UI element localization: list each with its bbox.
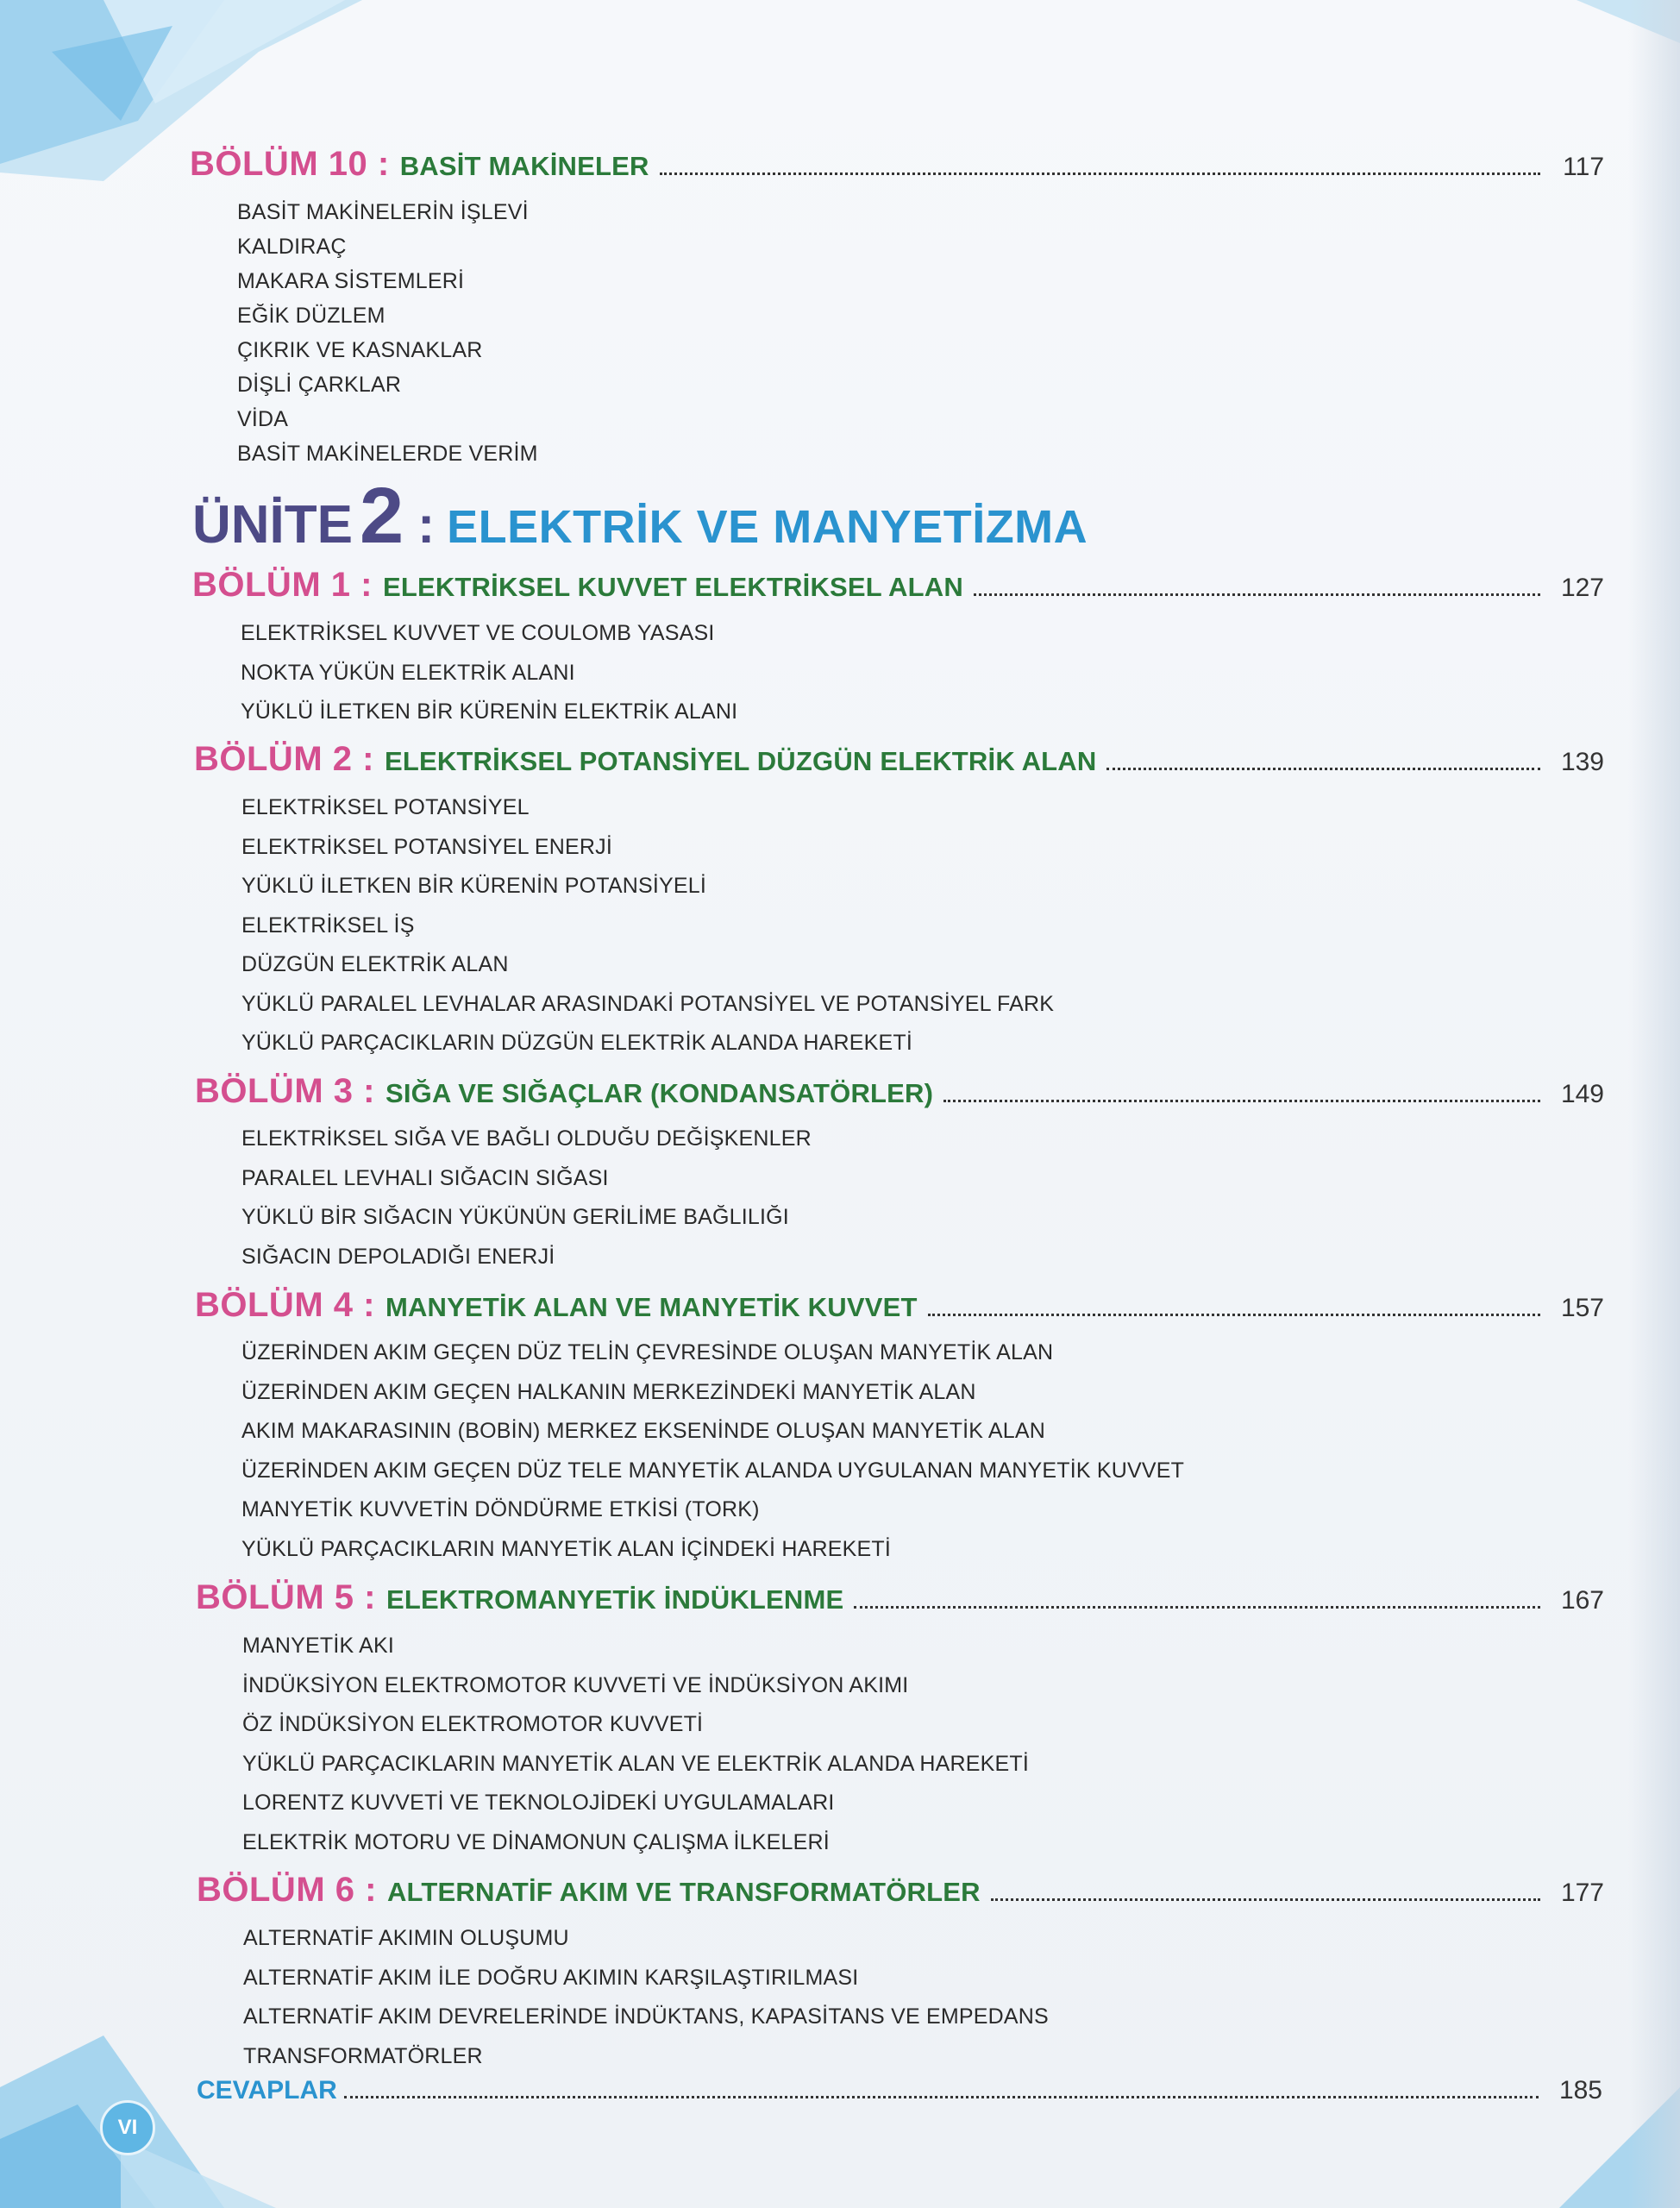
topic-item: YÜKLÜ PARÇACIKLARIN MANYETİK ALAN İÇİNDEKİ HAREKETİ — [241, 1536, 891, 1561]
section-label: BÖLÜM 6 : — [197, 1871, 377, 1909]
topic-item: NOKTA YÜKÜN ELEKTRİK ALANI — [241, 660, 575, 685]
leader-dots — [854, 1605, 1540, 1609]
topic-item: İNDÜKSİYON ELEKTROMOTOR KUVVETİ VE İNDÜKSİYON AKIMI — [242, 1672, 909, 1697]
page-number[interactable]: 177 — [1560, 1879, 1604, 1907]
topic-item: BASİT MAKİNELERDE VERİM — [237, 442, 538, 466]
topic-item: ÇIKRIK VE KASNAKLAR — [237, 338, 483, 362]
topic-list — [237, 195, 538, 471]
topic-item: PARALEL LEVHALI SIĞACIN SIĞASI — [241, 1165, 609, 1190]
topic-item: YÜKLÜ BİR SIĞACIN YÜKÜNÜN GERİLİME BAĞLILIĞI — [241, 1205, 789, 1229]
topic-item: LORENTZ KUVVETİ VE TEKNOLOJİDEKİ UYGULAMALARI — [242, 1791, 835, 1815]
section-title: ALTERNATİF AKIM VE TRANSFORMATÖRLER — [386, 1877, 981, 1907]
topic-list — [242, 1627, 1029, 1862]
topic-item: SIĞACIN DEPOLADIĞI ENERJİ — [241, 1244, 555, 1269]
section-label: BÖLÜM 3 : — [195, 1072, 375, 1110]
topic-list — [241, 1333, 1184, 1569]
page-number[interactable]: 127 — [1560, 574, 1604, 602]
topic-item: YÜKLÜ PARÇACIKLARIN MANYETİK ALAN VE ELEKTRİK ALANDA HAREKETİ — [242, 1751, 1030, 1776]
page-number[interactable]: 139 — [1560, 748, 1604, 776]
unit-title: ELEKTRİK VE MANYETİZMA — [447, 501, 1088, 553]
section-heading — [197, 1871, 1604, 1910]
leader-dots — [974, 593, 1540, 596]
topic-item: ÖZ İNDÜKSİYON ELEKTROMOTOR KUVVETİ — [242, 1712, 704, 1736]
topic-item: DÜZGÜN ELEKTRİK ALAN — [241, 952, 509, 976]
topic-item: ALTERNATİF AKIM İLE DOĞRU AKIMIN KARŞILAŞTIRILMASI — [243, 1965, 859, 1990]
answers-label: CEVAPLAR — [197, 2076, 337, 2104]
unit-number: 2 — [360, 472, 404, 560]
section-label: BÖLÜM 1 : — [192, 566, 373, 604]
topic-list — [241, 788, 1054, 1063]
section-title: ELEKTROMANYETİK İNDÜKLENME — [386, 1584, 844, 1615]
topic-item: ALTERNATİF AKIM DEVRELERİNDE İNDÜKTANS, KAPASİTANS VE EMPEDANS — [243, 2004, 1049, 2029]
topic-item: ÜZERİNDEN AKIM GEÇEN HALKANIN MERKEZİNDEKİ MANYETİK ALAN — [241, 1379, 976, 1404]
topic-item: ÜZERİNDEN AKIM GEÇEN DÜZ TELE MANYETİK ALANDA UYGULANAN MANYETİK KUVVET — [241, 1458, 1185, 1483]
topic-item: YÜKLÜ PARÇACIKLARIN DÜZGÜN ELEKTRİK ALANDA HAREKETİ — [241, 1031, 912, 1055]
page-number[interactable]: 157 — [1560, 1294, 1604, 1322]
section-heading — [196, 1578, 1604, 1617]
topic-item: ALTERNATİF AKIMIN OLUŞUMU — [243, 1926, 569, 1950]
topic-item: YÜKLÜ İLETKEN BİR KÜRENİN ELEKTRİK ALANI — [241, 699, 738, 724]
section-heading — [190, 145, 1604, 184]
page-number[interactable]: 149 — [1560, 1080, 1604, 1108]
topic-item: AKIM MAKARASININ (BOBİN) MERKEZ EKSENİNDE OLUŞAN MANYETİK ALAN — [241, 1419, 1046, 1443]
topic-item: MANYETİK AKI — [242, 1634, 395, 1658]
topic-item: ÜZERİNDEN AKIM GEÇEN DÜZ TELİN ÇEVRESİNDE OLUŞAN MANYETİK ALAN — [241, 1340, 1054, 1364]
topic-item: ELEKTRİKSEL SIĞA VE BAĞLI OLDUĞU DEĞİŞKENLER — [241, 1126, 812, 1151]
page-number-badge: VI — [100, 2100, 155, 2155]
topic-item: ELEKTRİKSEL POTANSİYEL — [241, 795, 530, 819]
topic-item: DİŞLİ ÇARKLAR — [237, 373, 402, 397]
topic-item: ELEKTRİKSEL POTANSİYEL ENERJİ — [241, 834, 613, 859]
topic-list — [241, 1120, 812, 1276]
page-number[interactable]: 167 — [1560, 1586, 1604, 1615]
topic-item: VİDA — [237, 407, 289, 431]
leader-dots — [344, 2095, 1539, 2098]
topic-item: YÜKLÜ PARALEL LEVHALAR ARASINDAKİ POTANSİYEL VE POTANSİYEL FARK — [241, 991, 1055, 1016]
section-label: BÖLÜM 2 : — [194, 740, 374, 778]
section-heading — [192, 566, 1604, 605]
unit-heading — [192, 471, 1088, 561]
topic-item: KALDIRAÇ — [237, 235, 347, 259]
leader-dots — [991, 1898, 1540, 1901]
leader-dots — [1106, 767, 1540, 770]
topic-item: ELEKTRİKSEL KUVVET VE COULOMB YASASI — [241, 621, 715, 645]
topic-item: EĞİK DÜZLEM — [237, 304, 386, 328]
section-title: SIĞA VE SIĞAÇLAR (KONDANSATÖRLER) — [385, 1078, 934, 1108]
unit-colon: : — [417, 496, 436, 554]
topic-item: ELEKTRİK MOTORU VE DİNAMONUN ÇALIŞMA İLKELERİ — [242, 1829, 830, 1854]
topic-item: MANYETİK KUVVETİN DÖNDÜRME ETKİSİ (TORK) — [241, 1497, 760, 1521]
page-number[interactable]: 117 — [1563, 153, 1604, 181]
section-label: BÖLÜM 4 : — [195, 1286, 375, 1324]
section-title: BASİT MAKİNELER — [399, 151, 649, 181]
section-heading — [195, 1286, 1604, 1325]
section-title: ELEKTRİKSEL KUVVET ELEKTRİKSEL ALAN — [382, 572, 963, 602]
topic-item: BASİT MAKİNELERİN İŞLEVİ — [237, 200, 529, 224]
topic-list — [241, 614, 737, 732]
answers-entry — [197, 2076, 1602, 2105]
section-title: MANYETİK ALAN VE MANYETİK KUVVET — [385, 1292, 918, 1322]
unit-word: ÜNİTE — [192, 495, 353, 555]
page-number[interactable]: 185 — [1558, 2076, 1602, 2104]
leader-dots — [928, 1313, 1540, 1316]
topic-list — [243, 1919, 1049, 2076]
topic-item: TRANSFORMATÖRLER — [243, 2043, 483, 2068]
leader-dots — [943, 1099, 1540, 1102]
leader-dots — [660, 172, 1540, 175]
topic-item: MAKARA SİSTEMLERİ — [237, 269, 465, 293]
section-label: BÖLÜM 10 : — [190, 145, 390, 183]
section-label: BÖLÜM 5 : — [196, 1578, 376, 1616]
section-heading — [194, 740, 1604, 779]
section-heading — [195, 1072, 1604, 1111]
section-title: ELEKTRİKSEL POTANSİYEL DÜZGÜN ELEKTRİK ALAN — [384, 746, 1097, 776]
topic-item: YÜKLÜ İLETKEN BİR KÜRENİN POTANSİYELİ — [241, 874, 707, 898]
topic-item: ELEKTRİKSEL İŞ — [241, 913, 415, 938]
